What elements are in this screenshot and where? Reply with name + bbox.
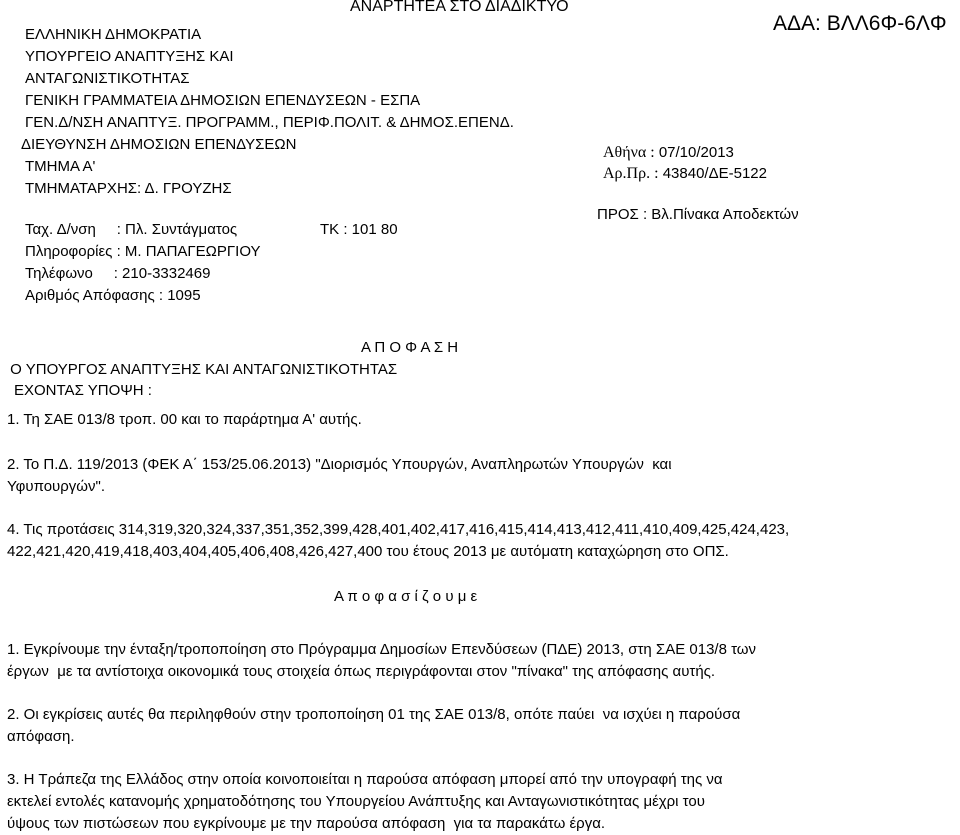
protocol-label: Αρ.Πρ. : [603,165,659,182]
considering-item-2-line-2: Υφυπουργών". [7,478,105,495]
we-decide-heading: Α π ο φ α σ ί ζ ο υ μ ε [334,588,478,605]
online-posting-notice: ΑΝΑΡΤΗΤΕΑ ΣΤΟ ΔΙΑΔΙΚΤΥΟ [350,0,569,15]
considering-heading: ΕΧΟΝΤΑΣ ΥΠΟΨΗ : [14,382,152,399]
considering-item-1: 1. Τη ΣΑΕ 013/8 τροπ. 00 και το παράρτημα Α' αυτής. [7,411,362,428]
considering-item-4-line-2: 422,421,420,419,418,403,404,405,406,408,426,427,400 του έτους 2013 με αυτόματη καταχώρηση στο ΟΠΣ. [7,543,729,560]
issuer-line: ΓΕΝΙΚΗ ΓΡΑΜΜΑΤΕΙΑ ΔΗΜΟΣΙΩΝ ΕΠΕΝΔΥΣΕΩΝ - ΕΣΠΑ [25,92,421,109]
decision-item-3-line-2: εκτελεί εντολές κατανομής χρηματοδότησης του Υπουργείου Ανάπτυξης και Ανταγωνιστικότητας μέχρι του [7,793,705,810]
decision-item-1-line-1: 1. Εγκρίνουμε την ένταξη/τροποποίηση στο Πρόγραμμα Δημοσίων Επενδύσεων (ΠΔΕ) 2013, στη ΣΑΕ 013/8 των [7,641,757,658]
issuer-line: ΔΙΕΥΘΥΝΣΗ ΔΗΜΟΣΙΩΝ ΕΠΕΝΔΥΣΕΩΝ [21,136,297,153]
issuer-line: ΓΕΝ.Δ/ΝΣΗ ΑΝΑΠΤΥΞ. ΠΡΟΓΡΑΜΜ., ΠΕΡΙΦ.ΠΟΛΙΤ. & ΔΗΜΟΣ.ΕΠΕΝΔ. [25,114,514,131]
decision-item-3-line-3: ύψους των πιστώσεων που εγκρίνουμε με την παρούσα απόφαση για τα παρακάτω έργα. [7,815,606,832]
issuer-line: ΤΜΗΜΑΤΑΡΧΗΣ: Δ. ΓΡΟΥΖΗΣ [25,180,232,197]
issuer-line: ΑΝΤΑΓΩΝΙΣΤΙΚΟΤΗΤΑΣ [25,70,190,87]
issuer-line: ΥΠΟΥΡΓΕΙΟ ΑΝΑΠΤΥΞΗΣ ΚΑΙ [25,48,234,65]
protocol-value: 43840/ΔΕ-5122 [658,165,767,182]
decision-item-2-line-2: απόφαση. [7,728,75,745]
ada-code: ΑΔΑ: ΒΛΛ6Φ-6ΛΦ [773,12,947,35]
recipient-line: ΠΡΟΣ : Βλ.Πίνακα Αποδεκτών [597,206,799,223]
address-line: Ταχ. Δ/νση : Πλ. Συντάγματος [25,221,238,238]
date-line [603,142,734,164]
issuer-line: ΤΜΗΜΑ Α' [25,158,96,175]
minister-line: Ο ΥΠΟΥΡΓΟΣ ΑΝΑΠΤΥΞΗΣ ΚΑΙ ΑΝΤΑΓΩΝΙΣΤΙΚΟΤΗΤΑΣ [6,361,398,378]
considering-item-4-line-1: 4. Τις προτάσεις 314,319,320,324,337,351,352,399,428,401,402,417,416,415,414,413,412,411,410,409,425,424,423, [7,521,790,538]
decision-title: Α Π Ο Φ Α Σ Η [361,339,459,356]
considering-item-2-line-1: 2. Το Π.Δ. 119/2013 (ΦΕΚ Α΄ 153/25.06.2013) "Διορισμός Υπουργών, Αναπληρωτών Υπουργών και [7,456,672,473]
date-label: Αθήνα : [603,144,655,161]
info-line: Πληροφορίες : Μ. ΠΑΠΑΓΕΩΡΓΙΟΥ [25,243,261,260]
decision-item-1-line-2: έργων με τα αντίστοιχα οικονομικά τους στοιχεία όπως περιγράφονται στον "πίνακα" της απόφασης αυτής. [7,663,716,680]
date-value: 07/10/2013 [654,144,734,161]
decision-item-3-line-1: 3. Η Τράπεζα της Ελλάδος στην οποία κοινοποιείται η παρούσα απόφαση μπορεί από την υπογραφή της να [7,771,723,788]
postcode-line: ΤΚ : 101 80 [320,221,398,238]
issuer-line: ΕΛΛΗΝΙΚΗ ΔΗΜΟΚΡΑΤΙΑ [25,26,202,43]
phone-line: Τηλέφωνο : 210-3332469 [25,265,211,282]
decision-item-2-line-1: 2. Οι εγκρίσεις αυτές θα περιληφθούν στην τροποποίηση 01 της ΣΑΕ 013/8, οπότε παύει να ισχύει η παρούσα [7,706,741,723]
decision-number-line: Αριθμός Απόφασης : 1095 [25,287,201,304]
protocol-line [603,163,767,185]
